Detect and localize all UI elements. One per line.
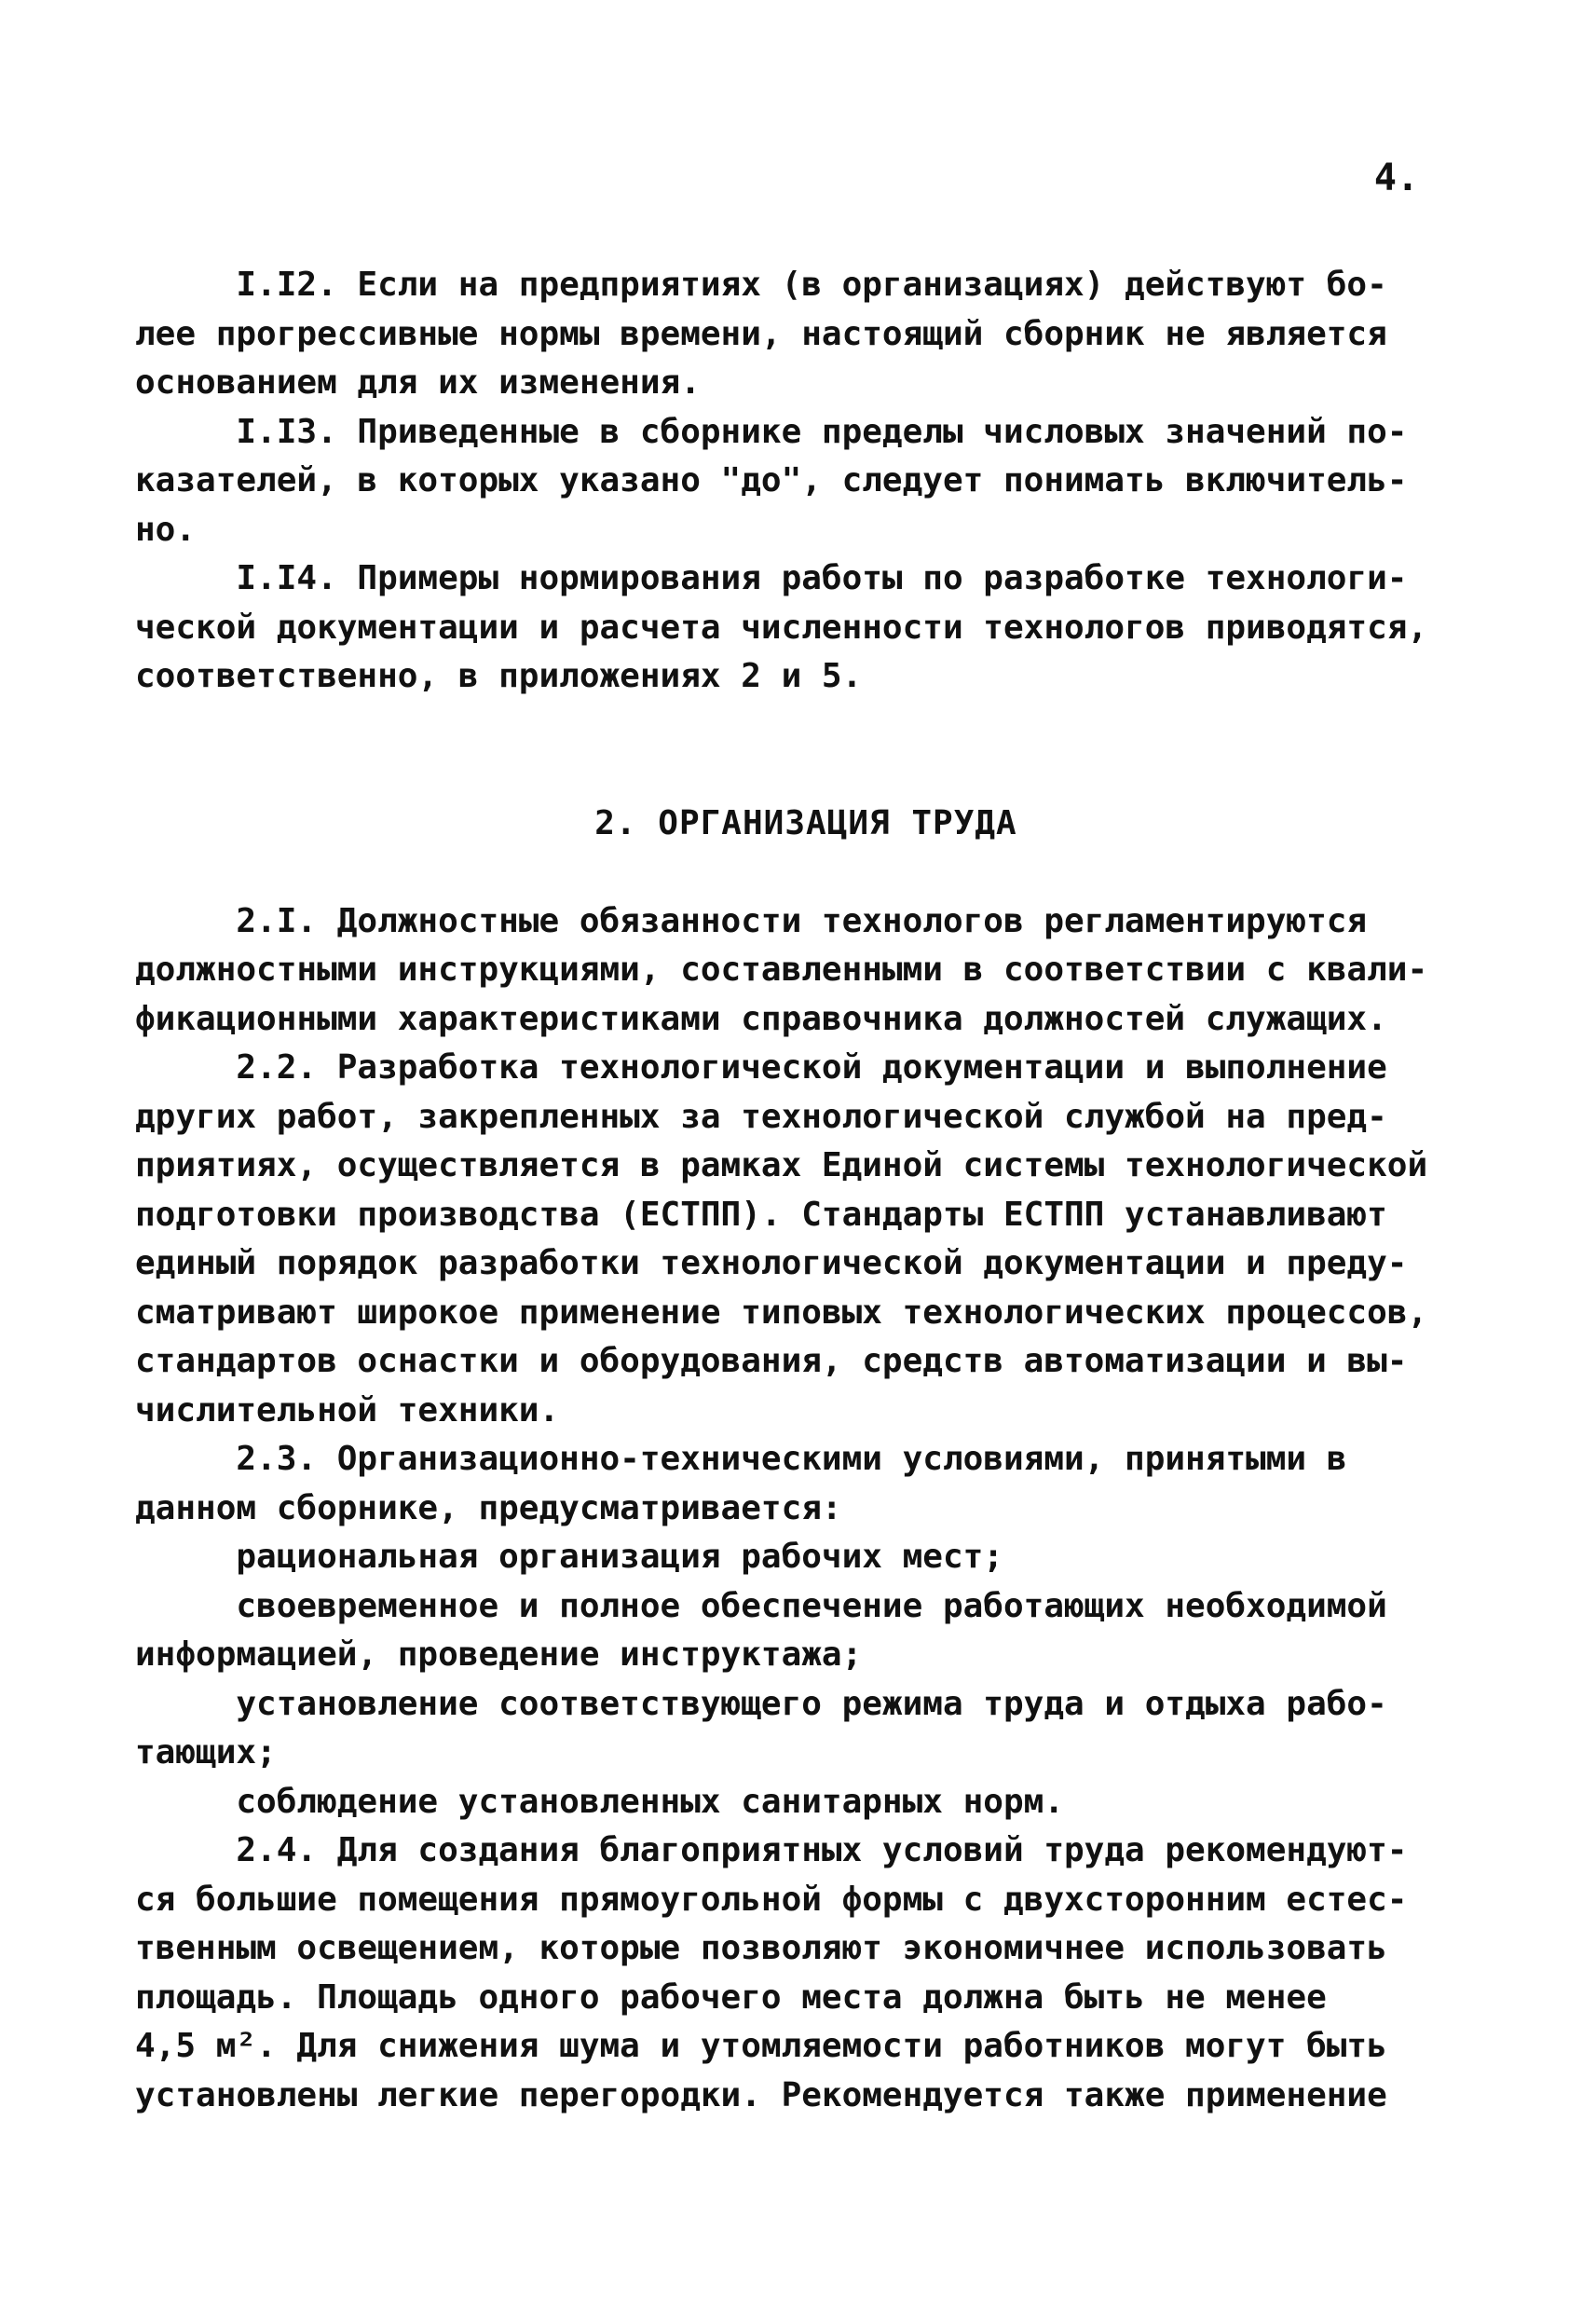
text-line: 4,5 м². Для снижения шума и утомляемости работников могут быть bbox=[135, 2027, 1387, 2065]
text-line: соответственно, в приложениях 2 и 5. bbox=[135, 657, 863, 695]
text-line: 2.I. Должностные обязанности технологов регламентируются bbox=[135, 901, 1368, 940]
text-line: лее прогрессивные нормы времени, настоящий сборник не является bbox=[135, 314, 1387, 353]
text-line: своевременное и полное обеспечение работающих необходимой bbox=[135, 1586, 1387, 1625]
text-line: подготовки производства (ЕСТПП). Стандарты ЕСТПП устанавливают bbox=[135, 1195, 1387, 1234]
text-line: ся большие помещения прямоугольной формы с двухсторонним естес- bbox=[135, 1880, 1408, 1919]
text-line: ческой документации и расчета численности технологов приводятся, bbox=[135, 608, 1428, 647]
text-line: 2.2. Разработка технологической документации и выполнение bbox=[135, 1048, 1387, 1087]
text-line: казателей, в которых указано "до", следует понимать включитель- bbox=[135, 461, 1408, 499]
text-line: площадь. Площадь одного рабочего места должна быть не менее bbox=[135, 1977, 1327, 2017]
text-line: числительной техники. bbox=[135, 1390, 560, 1430]
text-line: но. bbox=[135, 510, 197, 549]
text-line bbox=[135, 848, 1477, 897]
section-heading: 2. ОРГАНИЗАЦИЯ ТРУДА bbox=[594, 803, 1017, 842]
text-line: стандартов оснастки и оборудования, средств автоматизации и вы- bbox=[135, 1342, 1408, 1380]
text-line: должностными инструкциями, составленными в соответствии с квали- bbox=[135, 951, 1428, 989]
document-body bbox=[135, 261, 1477, 2120]
text-line: данном сборнике, предусматривается: bbox=[135, 1488, 842, 1527]
text-line: основанием для их изменения. bbox=[135, 363, 701, 402]
text-line: твенным освещением, которые позволяют экономичнее использовать bbox=[135, 1929, 1387, 1967]
text-line: 2.4. Для создания благоприятных условий труда рекомендуют- bbox=[135, 1831, 1408, 1869]
text-line: приятиях, осуществляется в рамках Единой системы технологической bbox=[135, 1146, 1428, 1184]
page-number: 4. bbox=[1373, 157, 1419, 199]
text-line: I.I3. Приведенные в сборнике пределы числовых значений по- bbox=[135, 412, 1408, 451]
text-line bbox=[135, 750, 1477, 800]
text-line: информацией, проведение инструктажа; bbox=[135, 1635, 863, 1674]
text-line: единый порядок разработки технологической документации и преду- bbox=[135, 1244, 1408, 1282]
text-line: рациональная организация рабочих мест; bbox=[135, 1538, 1003, 1576]
text-line bbox=[135, 702, 1477, 751]
text-line: фикационными характеристиками справочника должностей служащих. bbox=[135, 999, 1387, 1038]
text-line: I.I4. Примеры нормирования работы по разработке технологи- bbox=[135, 559, 1408, 597]
text-line: сматривают широкое применение типовых технологических процессов, bbox=[135, 1293, 1428, 1332]
text-line: установлены легкие перегородки. Рекомендуется также применение bbox=[135, 2075, 1387, 2114]
text-line: установление соответствующего режима труда и отдыха рабо- bbox=[135, 1684, 1387, 1723]
text-line: 2.3. Организационно-техническими условиями, принятыми в bbox=[135, 1440, 1347, 1478]
text-line: тающих; bbox=[135, 1733, 277, 1772]
text-line: I.I2. Если на предприятиях (в организациях) действуют бо- bbox=[135, 266, 1387, 304]
text-line: других работ, закрепленных за технологической службой на пред- bbox=[135, 1097, 1387, 1136]
text-line: соблюдение установленных санитарных норм. bbox=[135, 1782, 1064, 1821]
